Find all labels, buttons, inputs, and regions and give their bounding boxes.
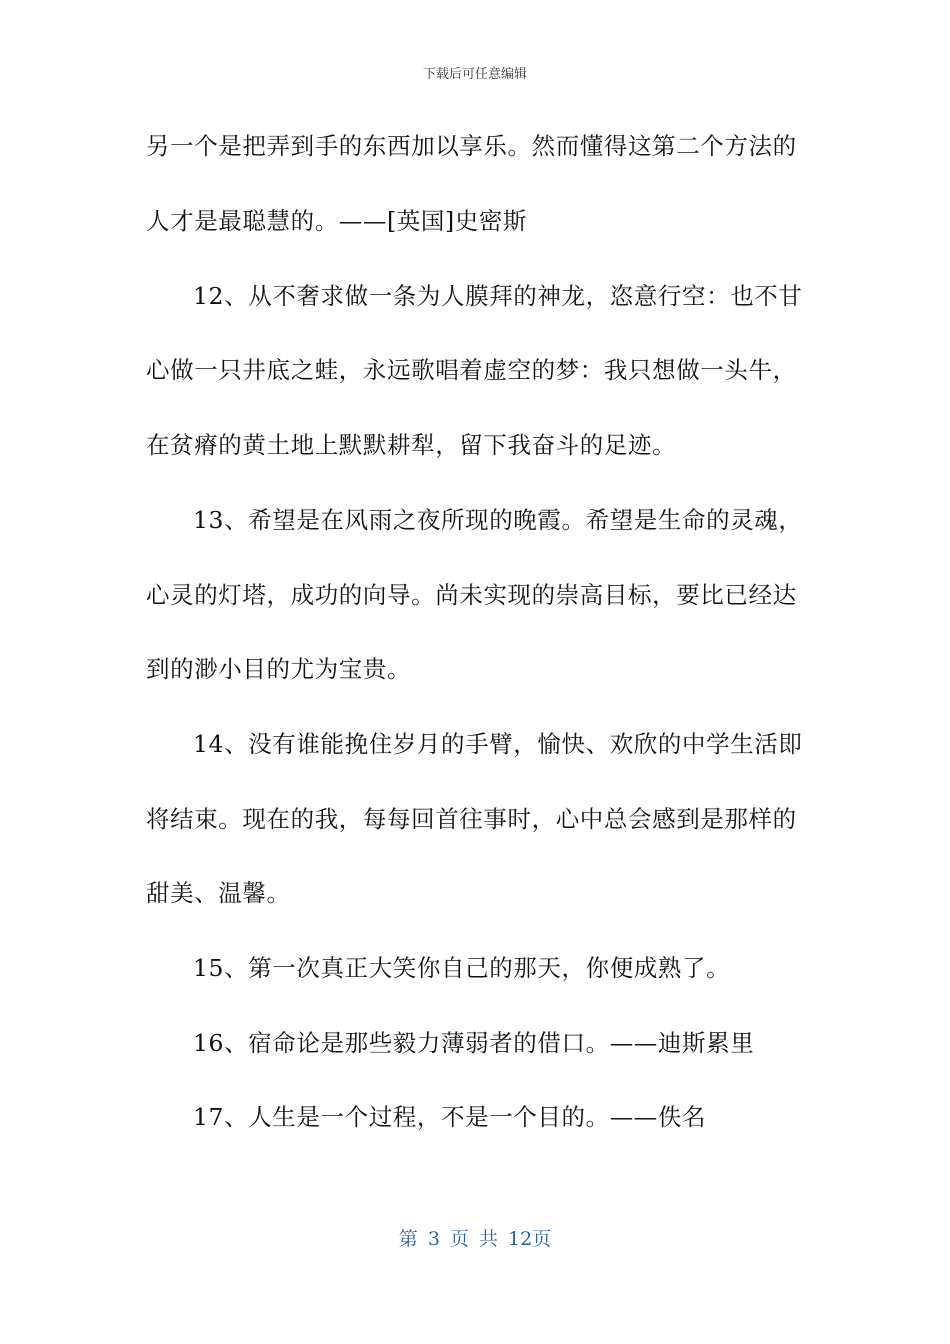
text-line: 到的渺小目的尤为宝贵。 (146, 655, 412, 683)
list-item-17-line: 17、人生是一个过程，不是一个目的。——佚名 (193, 1103, 707, 1131)
text-line: 另一个是把弄到手的东西加以享乐。然而懂得这第二个方法的 (146, 132, 797, 160)
list-item-16-line: 16、宿命论是那些毅力薄弱者的借口。——迪斯累里 (193, 1029, 755, 1057)
text-line: 在贫瘠的黄土地上默默耕犁，留下我奋斗的足迹。 (146, 431, 677, 459)
list-item-12-line: 12、从不奢求做一条为人膜拜的神龙，恣意行空：也不甘 (193, 282, 803, 310)
list-item-13-line: 13、希望是在风雨之夜所现的晚霞。希望是生命的灵魂， (193, 506, 803, 534)
list-item-14-line: 14、没有谁能挽住岁月的手臂，愉快、欢欣的中学生活即 (193, 730, 803, 758)
text-line: 将结束。现在的我，每每回首往事时，心中总会感到是那样的 (146, 805, 797, 833)
text-line: 甜美、温馨。 (146, 879, 291, 907)
page-header: 下载后可任意编辑 (422, 67, 527, 82)
text-line: 人才是最聪慧的。——[英国]史密斯 (146, 207, 528, 235)
page-number-footer: 第 3 页 共 12页 (398, 1228, 552, 1250)
text-line: 心灵的灯塔，成功的向导。尚未实现的崇高目标，要比已经达 (146, 581, 797, 609)
list-item-15-line: 15、第一次真正大笑你自己的那天，你便成熟了。 (193, 954, 731, 982)
text-line: 心做一只井底之蛙，永远歌唱着虚空的梦：我只想做一头牛， (146, 356, 797, 384)
